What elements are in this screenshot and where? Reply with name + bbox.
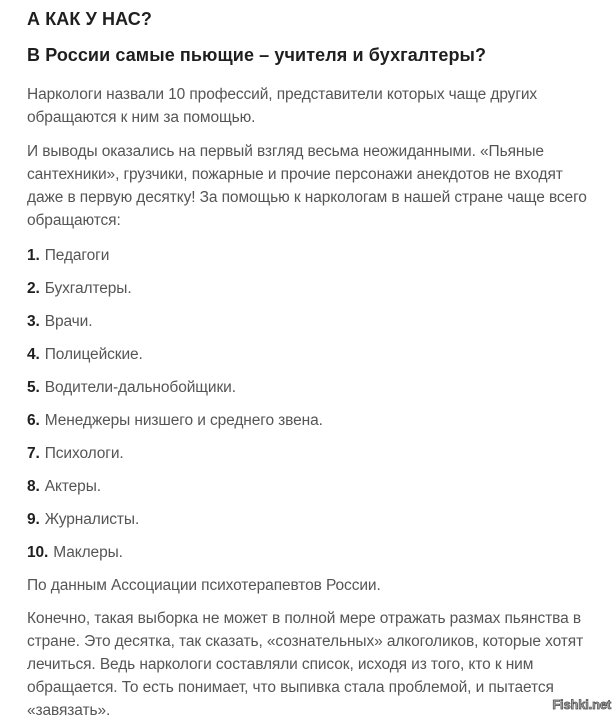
paragraph-outro	[27, 607, 594, 722]
list-item-text: Водители-дальнобойщики.	[44, 379, 236, 396]
list-item	[27, 442, 594, 465]
list-item-text: Бухгалтеры.	[44, 280, 132, 297]
list-item-text: Актеры.	[44, 478, 101, 495]
article-subtitle: В России самые пьющие – учителя и бухгалтеры?	[27, 45, 487, 65]
list-item-number: 9.	[27, 511, 40, 528]
list-item-number: 1.	[27, 247, 40, 264]
list-item-text: Педагоги	[44, 247, 110, 264]
text-line: Наркологи назвали 10 профессий, представители которых чаще других	[27, 86, 538, 103]
list-item-text: Менеджеры низшего и среднего звена.	[44, 412, 323, 429]
list-item	[27, 343, 594, 366]
list-item	[27, 541, 594, 564]
list-item-number: 6.	[27, 412, 40, 429]
text-line: Конечно, такая выборка не может в полной мере отражать размах пьянства в	[27, 610, 581, 627]
list-item-text: Маклеры.	[53, 544, 123, 561]
list-item-number: 4.	[27, 346, 40, 363]
text-line: обращаются:	[27, 212, 121, 229]
list-item-text: Врачи.	[44, 313, 93, 330]
list-item-text: Журналисты.	[44, 511, 140, 528]
list-item	[27, 475, 594, 498]
page-title: А КАК У НАС?	[27, 9, 152, 29]
list-item-number: 8.	[27, 478, 40, 495]
text-line: По данным Ассоциации психотерапевтов России.	[27, 577, 381, 594]
list-item-number: 3.	[27, 313, 40, 330]
list-item	[27, 376, 594, 399]
text-line: стране. Это десятка, так сказать, «сознательных» алкоголиков, которые хотят	[27, 633, 584, 650]
list-item-number: 2.	[27, 280, 40, 297]
text-line: даже в первую десятку! За помощью к наркологам в нашей стране чаще всего	[27, 189, 587, 206]
text-line: «завязать».	[27, 702, 111, 719]
list-item-number: 10.	[27, 544, 49, 561]
fishki-watermark: Fishki.net	[552, 697, 611, 712]
list-item-number: 5.	[27, 379, 40, 396]
list-item	[27, 409, 594, 432]
drinking-professions-list	[27, 244, 594, 564]
text-line: И выводы оказались на первый взгляд весьма неожиданными. «Пьяные	[27, 143, 544, 160]
list-item-text: Полицейские.	[44, 346, 143, 363]
paragraph-lead	[27, 140, 594, 232]
text-line: обращается. То есть понимает, что выпивка стала проблемой, и пытается	[27, 679, 554, 696]
list-item	[27, 277, 594, 300]
list-item	[27, 508, 594, 531]
text-line: лечиться. Ведь наркологи составляли список, исходя из того, кто к ним	[27, 656, 534, 673]
list-item-text: Психологи.	[44, 445, 124, 462]
list-item	[27, 310, 594, 333]
list-item-number: 7.	[27, 445, 40, 462]
text-line: сантехники», грузчики, пожарные и прочие персонажи анекдотов не входят	[27, 166, 563, 183]
paragraph-intro	[27, 83, 594, 129]
text-line: обращаются к ним за помощью.	[27, 109, 256, 126]
paragraph-source	[27, 574, 594, 597]
list-item	[27, 244, 594, 267]
